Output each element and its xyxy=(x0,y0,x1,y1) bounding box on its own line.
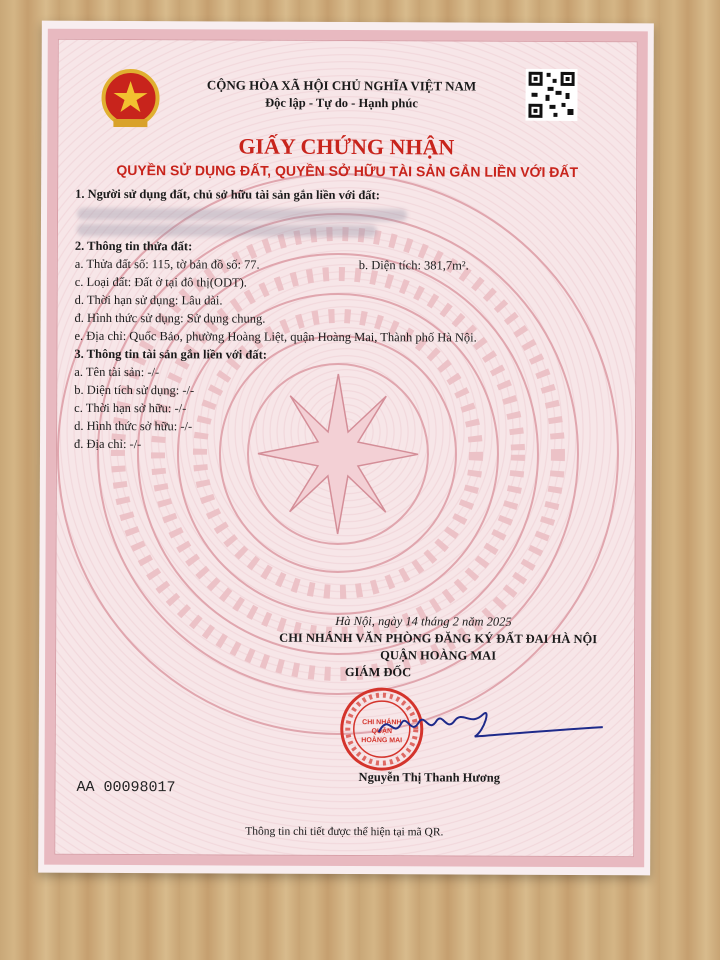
asset-duration: c. Thời hạn sở hữu: -/- xyxy=(74,400,187,416)
use-form: đ. Hình thức sử dụng: Sử dụng chung. xyxy=(74,310,266,326)
handwritten-signature xyxy=(371,690,611,761)
svg-text:QUẬN: QUẬN xyxy=(371,728,393,736)
document-title: GIẤY CHỨNG NHẬN xyxy=(238,133,455,160)
parcel-area: b. Diện tích: 381,7m². xyxy=(358,258,469,273)
redacted-owner-name xyxy=(77,208,407,221)
issuing-office: CHI NHÁNH VĂN PHÒNG ĐĂNG KÝ ĐẤT ĐAI HÀ NỘI xyxy=(279,630,598,647)
parcel-number: a. Thửa đất số: 115, tờ bản đồ số: 77. xyxy=(74,256,260,272)
serial-number: AA 00098017 xyxy=(76,778,176,797)
svg-text:CHI NHÁNH: CHI NHÁNH xyxy=(362,719,402,727)
asset-area: b. Diện tích sử dụng: -/- xyxy=(74,382,195,398)
redacted-owner-details xyxy=(77,224,377,237)
qr-code xyxy=(525,69,577,121)
asset-ownership-form: d. Hình thức sở hữu: -/- xyxy=(74,418,193,434)
national-motto: Độc lập - Tự do - Hạnh phúc xyxy=(265,95,418,111)
section2-heading: 2. Thông tin thửa đất: xyxy=(74,238,193,254)
parcel-address: e. Địa chỉ: Quốc Bảo, phường Hoàng Liệt, quận Hoàng Mai, Thành phố Hà Nội. xyxy=(74,328,477,345)
issuing-district: QUẬN HOÀNG MAI xyxy=(380,648,497,663)
land-type: c. Loại đất: Đất ở tại đô thị(ODT). xyxy=(74,274,247,290)
use-duration: d. Thời hạn sử dụng: Lâu dài. xyxy=(74,292,223,308)
signing-date: Hà Nội, ngày 14 tháng 2 năm 2025 xyxy=(335,613,512,629)
qr-footer-note: Thông tin chi tiết được thể hiện tại mã QR. xyxy=(245,825,444,839)
asset-name: a. Tên tài sản: -/- xyxy=(74,364,160,380)
section3-heading: 3. Thông tin tài sản gắn liền với đất: xyxy=(74,346,267,362)
certificate-paper xyxy=(38,21,654,876)
document-subtitle: QUYỀN SỬ DỤNG ĐẤT, QUYỀN SỞ HỮU TÀI SẢN GẮN LIỀN VỚI ĐẤT xyxy=(116,161,579,181)
country-name: CỘNG HÒA XÃ HỘI CHỦ NGHĨA VIỆT NAM xyxy=(206,77,477,94)
asset-address: đ. Địa chỉ: -/- xyxy=(73,436,142,452)
national-emblem xyxy=(99,67,161,133)
signer-name: Nguyễn Thị Thanh Hương xyxy=(358,770,501,785)
svg-text:HOÀNG MAI: HOÀNG MAI xyxy=(361,737,403,745)
signer-role: GIÁM ĐỐC xyxy=(344,664,412,680)
section1-heading: 1. Người sử dụng đất, chủ sở hữu tài sản gắn liền với đất: xyxy=(75,186,380,203)
